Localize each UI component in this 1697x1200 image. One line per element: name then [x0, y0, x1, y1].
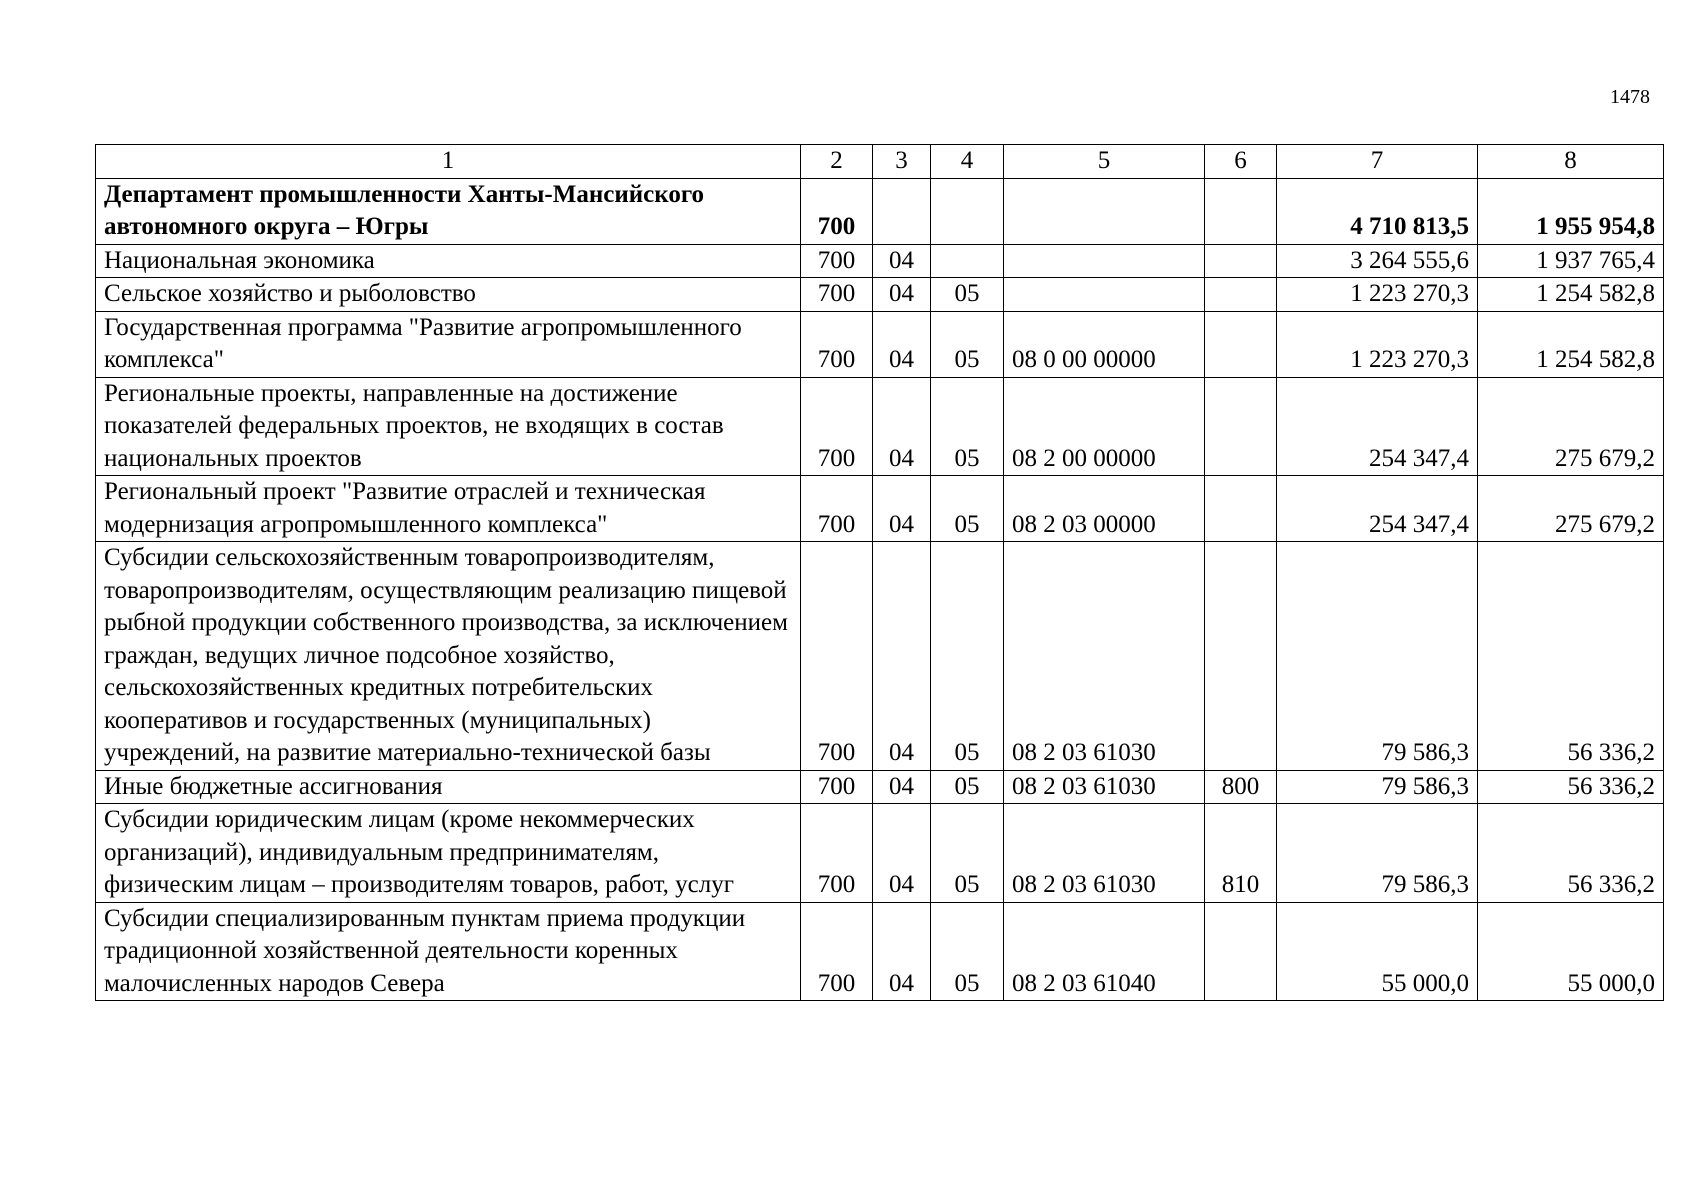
cell-code: 700 — [801, 278, 873, 312]
column-header: 5 — [1004, 145, 1205, 179]
row-name: Региональный проект "Развитие отраслей и техническая модернизация агропромышленного комплекса" — [96, 476, 801, 542]
cell-expense-type — [1205, 542, 1277, 771]
cell-code: 700 — [801, 476, 873, 542]
row-name: Иные бюджетные ассигнования — [96, 770, 801, 804]
column-number-row — [96, 145, 1664, 179]
cell-subsection: 05 — [931, 542, 1004, 771]
cell-section: 04 — [873, 542, 931, 771]
cell-amount-col7: 79 586,3 — [1277, 542, 1478, 771]
cell-section: 04 — [873, 804, 931, 903]
cell-target-article: 08 2 03 61030 — [1004, 804, 1205, 903]
cell-amount-col7: 79 586,3 — [1277, 804, 1478, 903]
cell-expense-type: 800 — [1205, 770, 1277, 804]
column-header: 2 — [801, 145, 873, 179]
cell-amount-col8: 1 955 954,8 — [1478, 178, 1664, 244]
cell-expense-type — [1205, 311, 1277, 377]
cell-expense-type — [1205, 244, 1277, 278]
table-row — [96, 804, 1664, 903]
cell-target-article: 08 2 03 61040 — [1004, 902, 1205, 1001]
cell-amount-col7: 254 347,4 — [1277, 476, 1478, 542]
cell-amount-col7: 1 223 270,3 — [1277, 278, 1478, 312]
table-row — [96, 542, 1664, 771]
row-name: Региональные проекты, направленные на достижение показателей федеральных проектов, не входящих в состав национальных проектов — [96, 377, 801, 476]
column-header: 8 — [1478, 145, 1664, 179]
table-row — [96, 278, 1664, 312]
cell-amount-col7: 254 347,4 — [1277, 377, 1478, 476]
cell-subsection: 05 — [931, 377, 1004, 476]
cell-section: 04 — [873, 278, 931, 312]
table-row — [96, 902, 1664, 1001]
cell-section: 04 — [873, 476, 931, 542]
row-name: Субсидии сельскохозяйственным товаропроизводителям, товаропроизводителям, осуществляющим реализацию пищевой рыбной продукции собственного производства, за исключением граждан, ведущих личное подсобное хозяйство, сельскохозяйственных кредитных потребительских кооперативов и государственных (муниципальных) учреждений, на развитие материально-технической базы — [96, 542, 801, 771]
cell-target-article: 08 2 03 61030 — [1004, 542, 1205, 771]
column-header: 4 — [931, 145, 1004, 179]
cell-subsection — [931, 178, 1004, 244]
cell-subsection: 05 — [931, 278, 1004, 312]
cell-section — [873, 178, 931, 244]
cell-target-article — [1004, 244, 1205, 278]
cell-amount-col8: 56 336,2 — [1478, 770, 1664, 804]
row-name: Субсидии юридическим лицам (кроме некоммерческих организаций), индивидуальным предпринимателям, физическим лицам – производителям товаров, работ, услуг — [96, 804, 801, 903]
cell-code: 700 — [801, 542, 873, 771]
cell-amount-col7: 1 223 270,3 — [1277, 311, 1478, 377]
budget-table — [95, 144, 1664, 1001]
cell-subsection: 05 — [931, 804, 1004, 903]
cell-target-article — [1004, 278, 1205, 312]
cell-subsection — [931, 244, 1004, 278]
cell-code: 700 — [801, 178, 873, 244]
cell-expense-type: 810 — [1205, 804, 1277, 903]
cell-target-article — [1004, 178, 1205, 244]
cell-expense-type — [1205, 902, 1277, 1001]
cell-subsection: 05 — [931, 311, 1004, 377]
cell-code: 700 — [801, 804, 873, 903]
table-row — [96, 178, 1664, 244]
cell-section: 04 — [873, 377, 931, 476]
cell-amount-col7: 4 710 813,5 — [1277, 178, 1478, 244]
cell-section: 04 — [873, 244, 931, 278]
row-name: Национальная экономика — [96, 244, 801, 278]
cell-amount-col8: 275 679,2 — [1478, 476, 1664, 542]
cell-section: 04 — [873, 311, 931, 377]
cell-subsection: 05 — [931, 770, 1004, 804]
table-row — [96, 311, 1664, 377]
cell-amount-col8: 56 336,2 — [1478, 804, 1664, 903]
cell-amount-col8: 1 937 765,4 — [1478, 244, 1664, 278]
column-header: 6 — [1205, 145, 1277, 179]
row-name: Субсидии специализированным пунктам приема продукции традиционной хозяйственной деятельности коренных малочисленных народов Севера — [96, 902, 801, 1001]
cell-amount-col8: 1 254 582,8 — [1478, 278, 1664, 312]
table-row — [96, 244, 1664, 278]
cell-expense-type — [1205, 278, 1277, 312]
cell-target-article: 08 2 00 00000 — [1004, 377, 1205, 476]
column-header: 3 — [873, 145, 931, 179]
cell-target-article: 08 0 00 00000 — [1004, 311, 1205, 377]
cell-code: 700 — [801, 377, 873, 476]
cell-code: 700 — [801, 902, 873, 1001]
row-name: Сельское хозяйство и рыболовство — [96, 278, 801, 312]
cell-code: 700 — [801, 311, 873, 377]
cell-subsection: 05 — [931, 902, 1004, 1001]
table-row — [96, 770, 1664, 804]
cell-amount-col7: 3 264 555,6 — [1277, 244, 1478, 278]
cell-expense-type — [1205, 476, 1277, 542]
cell-target-article: 08 2 03 61030 — [1004, 770, 1205, 804]
cell-subsection: 05 — [931, 476, 1004, 542]
cell-amount-col7: 55 000,0 — [1277, 902, 1478, 1001]
cell-expense-type — [1205, 178, 1277, 244]
cell-target-article: 08 2 03 00000 — [1004, 476, 1205, 542]
row-name: Государственная программа "Развитие агропромышленного комплекса" — [96, 311, 801, 377]
table-row — [96, 377, 1664, 476]
cell-code: 700 — [801, 770, 873, 804]
cell-amount-col8: 55 000,0 — [1478, 902, 1664, 1001]
cell-amount-col8: 275 679,2 — [1478, 377, 1664, 476]
cell-expense-type — [1205, 377, 1277, 476]
cell-amount-col8: 1 254 582,8 — [1478, 311, 1664, 377]
column-header: 1 — [96, 145, 801, 179]
page-number: 1478 — [1610, 86, 1650, 108]
cell-code: 700 — [801, 244, 873, 278]
row-name: Департамент промышленности Ханты-Мансийского автономного округа – Югры — [96, 178, 801, 244]
cell-section: 04 — [873, 770, 931, 804]
cell-section: 04 — [873, 902, 931, 1001]
cell-amount-col7: 79 586,3 — [1277, 770, 1478, 804]
column-header: 7 — [1277, 145, 1478, 179]
table-row — [96, 476, 1664, 542]
cell-amount-col8: 56 336,2 — [1478, 542, 1664, 771]
